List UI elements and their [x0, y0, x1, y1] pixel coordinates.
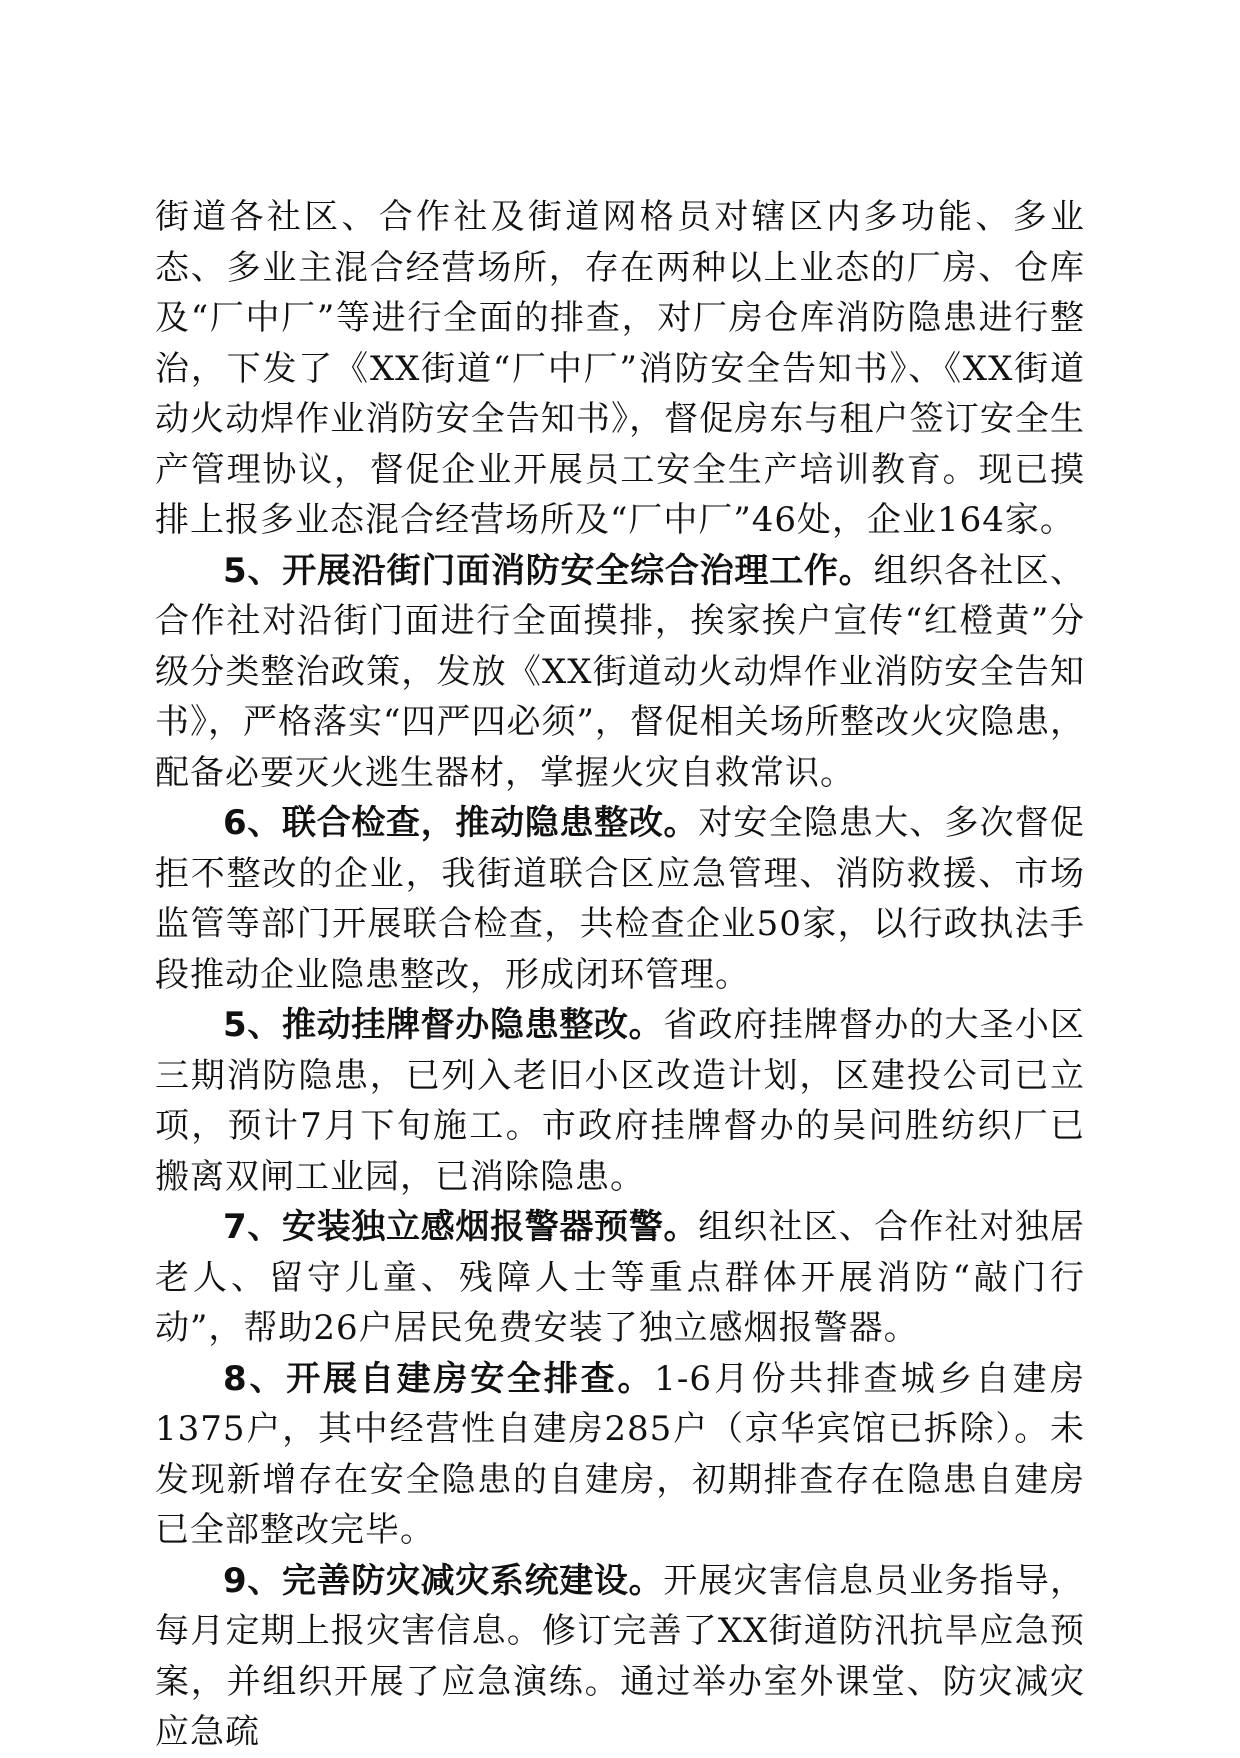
- paragraph-heading: 5、推动挂牌督办隐患整改。: [223, 1005, 664, 1045]
- paragraph-intro: [155, 192, 1085, 546]
- paragraph-item-smoke-alarms: [155, 1202, 1085, 1354]
- document-body: [155, 192, 1085, 1758]
- paragraph-text: 1-6月份共排查城乡自建房1375户，其中经营性自建房285户（京华宾馆已拆除）。未发现新增存在安全隐患的自建房，初期排查存在隐患自建房已全部整改完毕。: [155, 1358, 1085, 1550]
- paragraph-text: 街道各社区、合作社及街道网格员对辖区内多功能、多业态、多业主混合经营场所，存在两种以上业态的厂房、仓库及“厂中厂”等进行全面的排查，对厂房仓库消防隐患进行整治，下发了《XX街道“厂中厂”消防安全告知书》、《XX街道动火动焊作业消防安全告知书》，督促房东与租户签订安全生产管理协议，督促企业开展员工安全生产培训教育。现已摸排上报多业态混合经营场所及“厂中厂”46处，企业164家。: [155, 197, 1085, 540]
- paragraph-item-storefront-safety: [155, 546, 1085, 799]
- paragraph-heading: 8、开展自建房安全排查。: [223, 1358, 655, 1399]
- paragraph-text: 对安全隐患大、多次督促拒不整改的企业，我街道联合区应急管理、消防救援、市场监管等部门开展联合检查，共检查企业50家，以行政执法手段推动企业隐患整改，形成闭环管理。: [155, 803, 1086, 995]
- paragraph-item-self-built-housing: [155, 1354, 1085, 1556]
- paragraph-text: 组织各社区、合作社对沿街门面进行全面摸排，挨家挨户宣传“红橙黄”分级分类整治政策，发放《XX街道动火动焊作业消防安全告知书》，严格落实“四严四必须”，督促相关场所整改火灾隐患，配备必要灭火逃生器材，掌握火灾自救常识。: [155, 550, 1086, 793]
- paragraph-item-supervised-hazards: [155, 1000, 1085, 1202]
- paragraph-heading: 9、完善防灾减灾系统建设。: [223, 1560, 664, 1601]
- paragraph-item-joint-inspection: [155, 798, 1085, 1000]
- paragraph-heading: 7、安装独立感烟报警器预警。: [223, 1207, 699, 1247]
- paragraph-heading: 5、开展沿街门面消防安全综合治理工作。: [223, 550, 874, 591]
- paragraph-text: 开展灾害信息员业务指导，每月定期上报灾害信息。修订完善了XX街道防汛抗旱应急预案，并组织开展了应急演练。通过举办室外课堂、防灾减灾应急疏: [155, 1560, 1085, 1752]
- paragraph-text: 组织社区、合作社对独居老人、留守儿童、残障人士等重点群体开展消防“敲门行动”，帮助26户居民免费安装了独立感烟报警器。: [155, 1207, 1086, 1348]
- paragraph-item-disaster-prevention: [155, 1556, 1085, 1758]
- paragraph-text: 省政府挂牌督办的大圣小区三期消防隐患，已列入老旧小区改造计划，区建投公司已立项，预计7月下旬施工。市政府挂牌督办的吴问胜纺织厂已搬离双闸工业园，已消除隐患。: [155, 1005, 1085, 1197]
- paragraph-heading: 6、联合检查，推动隐患整改。: [223, 803, 699, 843]
